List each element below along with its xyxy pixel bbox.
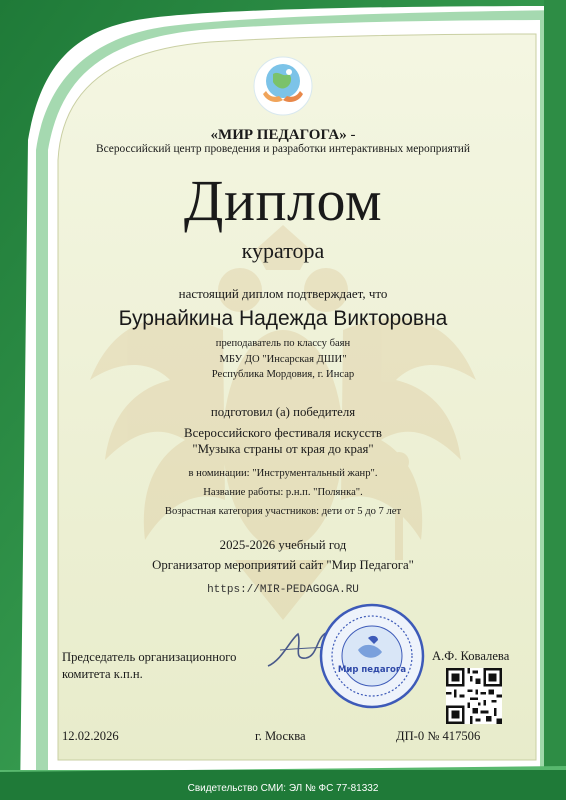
confirm-text: настоящий диплом подтверждает, что bbox=[178, 286, 388, 301]
festival-line-2: "Музыка страны от края до края" bbox=[192, 442, 374, 456]
recipient-region: Республика Мордовия, г. Инсар bbox=[211, 369, 355, 380]
recipient-institution: МБУ ДО "Инсарская ДШИ" bbox=[219, 354, 347, 365]
org-subtitle: Всероссийский центр проведения и разработки интерактивных мероприятий bbox=[96, 143, 470, 155]
recipient-name: Бурнайкина Надежда Викторовна bbox=[118, 307, 448, 330]
chair-title-line-1: Председатель организационного bbox=[62, 650, 237, 664]
issue-date: 12.02.2026 bbox=[62, 729, 119, 743]
organizer: Организатор мероприятий сайт "Мир Педагога" bbox=[152, 558, 414, 572]
recipient-position: преподаватель по классу баян bbox=[215, 338, 351, 349]
age-category: Возрастная категория участников: дети от 5 до 7 лет bbox=[164, 506, 402, 517]
diploma-number: ДП-0 № 417506 bbox=[396, 729, 481, 743]
nomination: в номинации: "Инструментальный жанр". bbox=[188, 468, 378, 479]
prepared-text: подготовил (а) победителя bbox=[210, 405, 356, 419]
issue-city: г. Москва bbox=[255, 729, 306, 743]
org-title bbox=[0, 127, 566, 144]
school-year: 2025-2026 учебный год bbox=[219, 538, 347, 552]
smi-certificate: Свидетельство СМИ: ЭЛ № ФС 77-81332 bbox=[187, 783, 379, 794]
qr-code-icon[interactable] bbox=[446, 668, 502, 724]
stamp-text: Мир педагога bbox=[337, 665, 407, 675]
chair-title-line-2: комитета к.п.н. bbox=[62, 666, 143, 681]
diploma-title: Диплом bbox=[183, 168, 383, 233]
chair-name: А.Ф. Ковалева bbox=[432, 649, 510, 663]
stamp-seal-icon bbox=[318, 602, 426, 710]
chair-title bbox=[62, 649, 236, 682]
org-dash: - bbox=[350, 127, 356, 143]
work-title: Название работы: р.н.п. "Полянка". bbox=[203, 487, 363, 498]
festival-line-1: Всероссийского фестиваля искусств bbox=[184, 426, 382, 440]
diploma-subtitle: куратора bbox=[241, 238, 325, 263]
globe-hands-logo-icon bbox=[253, 56, 313, 116]
site-url[interactable]: https://MIR-PEDAGOGA.RU bbox=[207, 584, 359, 596]
org-name: «МИР ПЕДАГОГА» bbox=[210, 127, 347, 143]
